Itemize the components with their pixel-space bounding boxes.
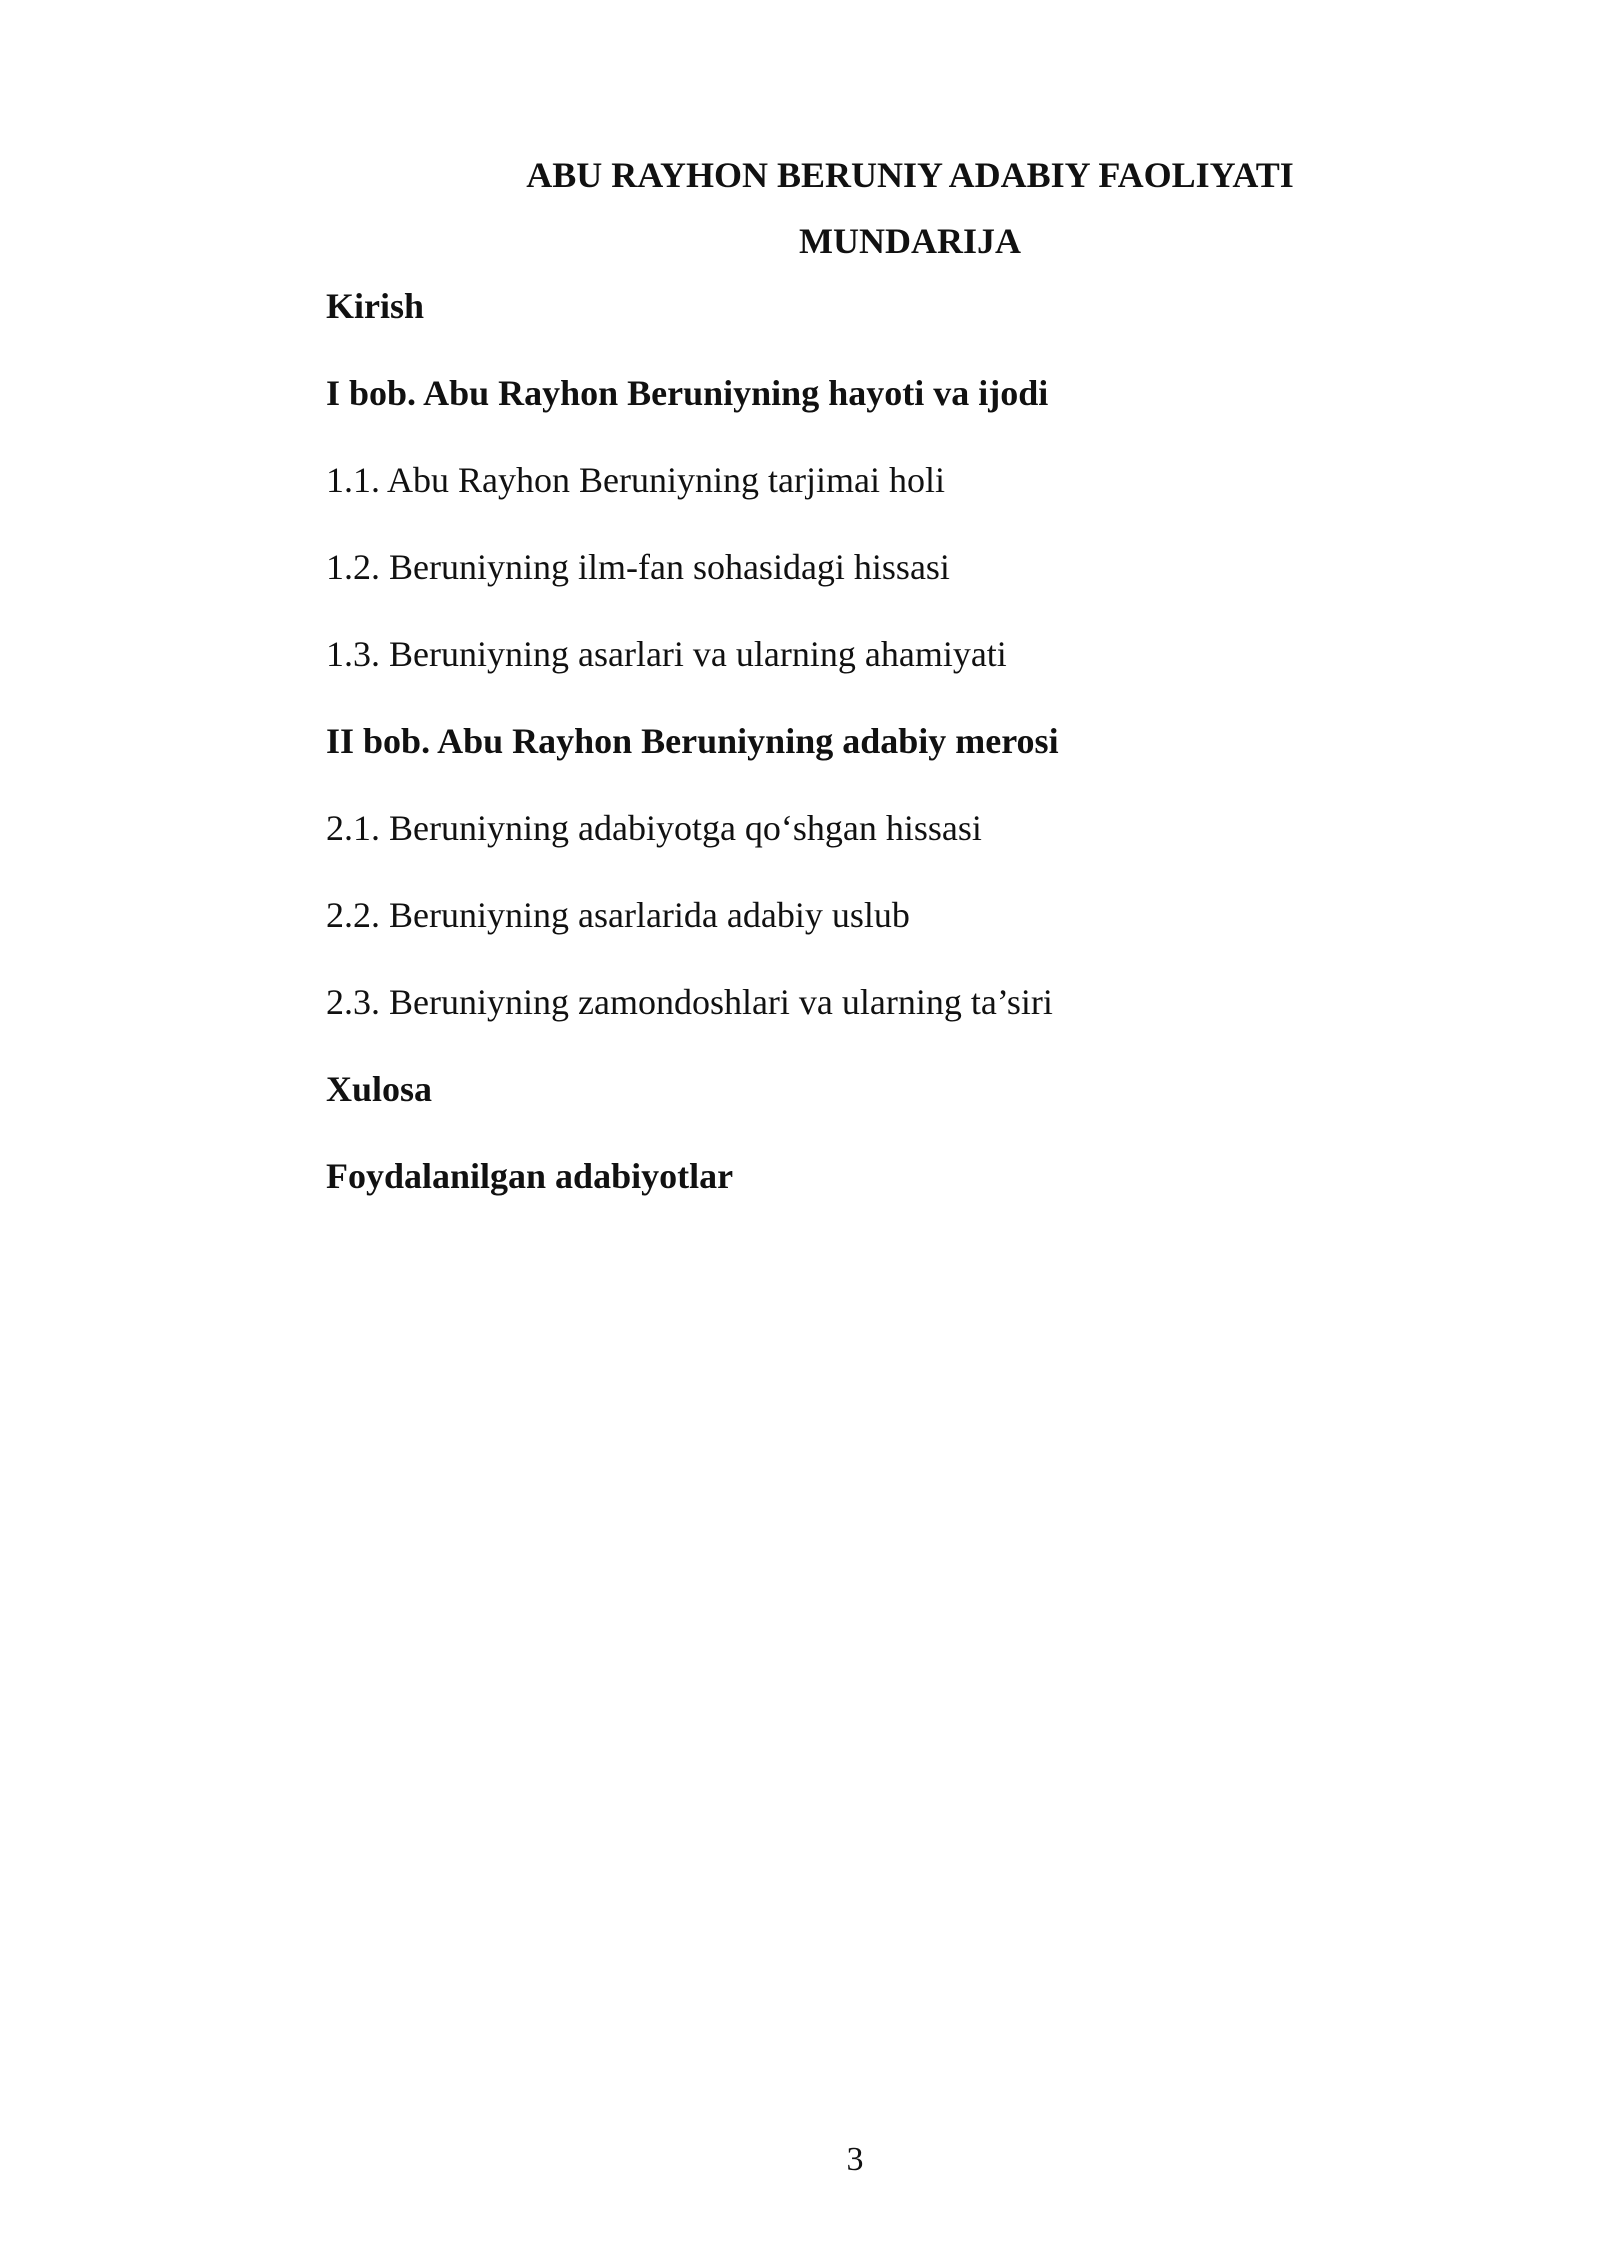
- toc-item-1-1: 1.1. Abu Rayhon Beruniyning tarjimai holi: [326, 460, 945, 500]
- toc-item-xulosa: Xulosa: [326, 1069, 433, 1109]
- toc-item-references: Foydalanilgan adabiyotlar: [326, 1156, 734, 1196]
- page-number: 3: [846, 2141, 864, 2178]
- document-title: ABU RAYHON BERUNIY ADABIY FAOLIYATI: [526, 155, 1294, 195]
- toc-item-2-3: 2.3. Beruniyning zamondoshlari va ularning ta’siri: [326, 982, 1053, 1022]
- toc-heading: MUNDARIJA: [799, 221, 1021, 261]
- toc-item-2-2: 2.2. Beruniyning asarlarida adabiy uslub: [326, 895, 910, 935]
- toc-item-chapter-1: I bob. Abu Rayhon Beruniyning hayoti va ijodi: [326, 373, 1049, 413]
- table-of-contents: [326, 284, 1476, 1241]
- toc-item-kirish: Kirish: [326, 286, 425, 326]
- toc-item-chapter-2: II bob. Abu Rayhon Beruniyning adabiy merosi: [326, 721, 1059, 761]
- toc-item-2-1: 2.1. Beruniyning adabiyotga qo‘shgan hissasi: [326, 808, 982, 848]
- toc-item-1-2: 1.2. Beruniyning ilm-fan sohasidagi hissasi: [326, 547, 950, 587]
- toc-item-1-3: 1.3. Beruniyning asarlari va ularning ahamiyati: [326, 634, 1007, 674]
